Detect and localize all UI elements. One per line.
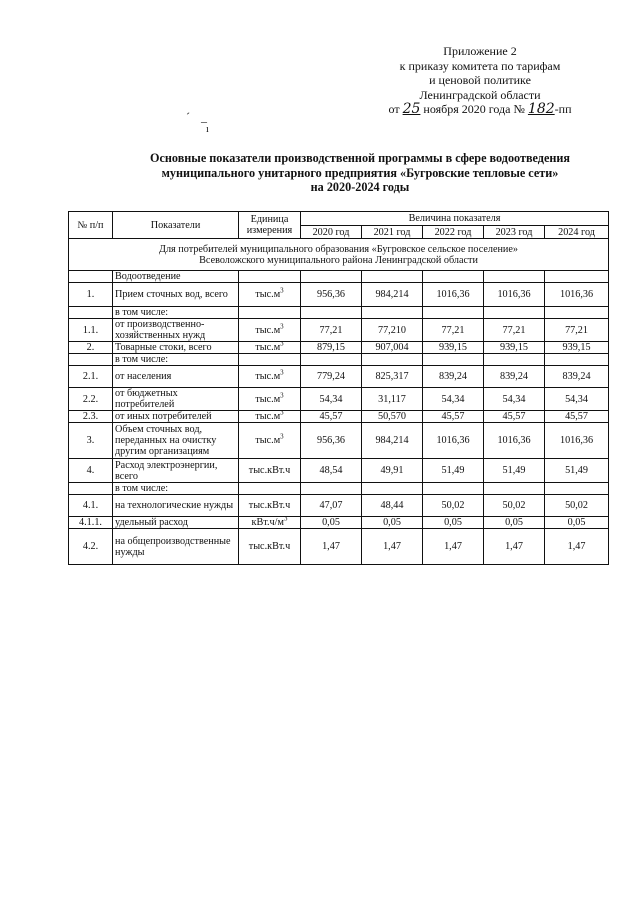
row-unit xyxy=(239,319,301,342)
row-unit xyxy=(239,423,301,459)
row-value: 0,05 xyxy=(484,517,545,529)
row-unit xyxy=(239,283,301,307)
table-row xyxy=(69,423,609,459)
row-value: 45,57 xyxy=(301,411,362,423)
row-value: 839,24 xyxy=(545,366,609,388)
row-unit xyxy=(239,388,301,411)
table-row xyxy=(69,459,609,483)
row-value: 51,49 xyxy=(423,459,484,483)
table-row xyxy=(69,354,609,366)
row-value xyxy=(484,354,545,366)
row-value: 45,57 xyxy=(545,411,609,423)
row-value: 47,07 xyxy=(301,495,362,517)
row-indicator: Расход электроэнергии, всего xyxy=(113,459,239,483)
header-year: 2021 год xyxy=(362,226,423,239)
row-value: 956,36 xyxy=(301,423,362,459)
header-indicators: Показатели xyxy=(113,212,239,239)
row-indicator: на технологические нужды xyxy=(113,495,239,517)
row-unit-superscript: 3 xyxy=(280,410,284,417)
row-value: 1016,36 xyxy=(545,283,609,307)
date-suffix: -пп xyxy=(554,102,572,116)
row-value: 0,05 xyxy=(545,517,609,529)
row-value xyxy=(362,354,423,366)
row-unit xyxy=(239,342,301,354)
row-value: 984,214 xyxy=(362,423,423,459)
table-row xyxy=(69,388,609,411)
row-value: 51,49 xyxy=(484,459,545,483)
row-value xyxy=(423,354,484,366)
table-row xyxy=(69,483,609,495)
row-unit xyxy=(239,354,301,366)
row-value: 50,02 xyxy=(484,495,545,517)
row-value: 1,47 xyxy=(301,529,362,565)
row-unit-superscript: 3 xyxy=(280,391,284,400)
row-unit-text: кВт.ч/м xyxy=(251,517,284,528)
row-value: 45,57 xyxy=(484,411,545,423)
row-number: 2.3. xyxy=(69,411,113,423)
row-value: 1,47 xyxy=(484,529,545,565)
row-number: 1. xyxy=(69,283,113,307)
row-number: 4.2. xyxy=(69,529,113,565)
row-unit-text: тыс.м xyxy=(255,371,281,382)
header-year: 2020 год xyxy=(301,226,362,239)
row-value: 31,117 xyxy=(362,388,423,411)
appendix-line: и ценовой политике xyxy=(429,73,531,87)
row-number xyxy=(69,483,113,495)
row-unit xyxy=(239,366,301,388)
row-value: 939,15 xyxy=(423,342,484,354)
section-label: Водоотведение xyxy=(113,271,239,283)
row-value xyxy=(423,307,484,319)
header-unit xyxy=(239,212,301,239)
row-number: 4. xyxy=(69,459,113,483)
row-indicator: от населения xyxy=(113,366,239,388)
row-value: 77,210 xyxy=(362,319,423,342)
row-value: 77,21 xyxy=(301,319,362,342)
appendix-line: Ленинградской области xyxy=(419,87,541,102)
row-value: 50,570 xyxy=(362,411,423,423)
table-row xyxy=(69,283,609,307)
row-indicator: Объем сточных вод, переданных на очистку другим организациям xyxy=(113,423,239,459)
row-unit-text: тыс.м xyxy=(255,289,281,300)
row-number xyxy=(69,307,113,319)
order-number-handwritten: 182 xyxy=(527,101,555,117)
row-unit-superscript: 3 xyxy=(280,341,284,348)
row-value: 956,36 xyxy=(301,283,362,307)
row-value: 45,57 xyxy=(423,411,484,423)
row-indicator: от бюджетных потребителей xyxy=(113,388,239,411)
table-row xyxy=(69,319,609,342)
table-row xyxy=(69,366,609,388)
row-value: 779,24 xyxy=(301,366,362,388)
row-value: 54,34 xyxy=(423,388,484,411)
row-indicator: Прием сточных вод, всего xyxy=(113,283,239,307)
table-cell xyxy=(545,271,609,283)
table-cell xyxy=(239,271,301,283)
table-row xyxy=(69,342,609,354)
row-value: 77,21 xyxy=(423,319,484,342)
row-value xyxy=(545,307,609,319)
row-value xyxy=(301,307,362,319)
row-number: 3. xyxy=(69,423,113,459)
table-row xyxy=(69,517,609,529)
row-value xyxy=(301,354,362,366)
title-line: Основные показатели производственной программы в сфере водоотведения xyxy=(150,151,570,165)
row-indicator: от производственно-хозяйственных нужд xyxy=(113,319,239,342)
table-row xyxy=(69,411,609,423)
row-indicator: на общепроизводственные нужды xyxy=(113,529,239,565)
date-rest: ноября 2020 года № xyxy=(423,102,525,116)
row-unit-text: тыс.м xyxy=(255,324,281,336)
scan-mark-icon: ˊ xyxy=(186,110,190,124)
row-unit-superscript: 3 xyxy=(280,368,284,377)
row-value: 984,214 xyxy=(362,283,423,307)
row-value: 1016,36 xyxy=(545,423,609,459)
row-value: 1,47 xyxy=(423,529,484,565)
consumers-cell xyxy=(69,239,609,271)
title-line: на 2020-2024 годы xyxy=(310,180,410,194)
row-value: 0,05 xyxy=(301,517,362,529)
row-indicator: в том числе: xyxy=(113,483,239,495)
row-unit-text: тыс.кВт.ч xyxy=(248,541,291,552)
row-unit-superscript: 3 xyxy=(283,516,288,523)
row-unit-text: тыс.м xyxy=(255,411,281,422)
header-num: № п/п xyxy=(69,212,113,239)
row-unit-text: тыс.кВт.ч xyxy=(248,500,291,511)
row-unit-text: тыс.м xyxy=(255,435,281,446)
section-row xyxy=(69,271,609,283)
row-unit xyxy=(239,307,301,319)
row-unit xyxy=(239,529,301,565)
row-indicator: удельный расход xyxy=(113,517,239,529)
consumers-row xyxy=(69,239,609,271)
row-value: 825,317 xyxy=(362,366,423,388)
header-year: 2023 год xyxy=(484,226,545,239)
scan-mark-icon: ı xyxy=(206,124,209,135)
row-value xyxy=(423,483,484,495)
table-row xyxy=(69,307,609,319)
row-value: 48,54 xyxy=(301,459,362,483)
row-unit xyxy=(239,517,301,529)
row-value: 50,02 xyxy=(423,495,484,517)
header-year: 2024 год xyxy=(545,226,609,239)
row-value xyxy=(484,307,545,319)
row-value: 54,34 xyxy=(484,388,545,411)
row-unit xyxy=(239,411,301,423)
row-unit-text: тыс.м xyxy=(255,393,281,405)
table-cell xyxy=(69,271,113,283)
row-value: 839,24 xyxy=(423,366,484,388)
row-unit xyxy=(239,483,301,495)
row-unit-text: тыс.кВт.ч xyxy=(248,465,291,476)
indicators-table xyxy=(68,211,609,565)
row-value: 907,004 xyxy=(362,342,423,354)
header-unit-line: Единица xyxy=(250,214,289,225)
row-unit-text: тыс.м xyxy=(255,342,281,353)
row-value: 54,34 xyxy=(301,388,362,411)
row-indicator: в том числе: xyxy=(113,307,239,319)
row-number: 4.1.1. xyxy=(69,517,113,529)
row-value: 51,49 xyxy=(545,459,609,483)
table-header-row xyxy=(69,212,609,226)
row-value: 0,05 xyxy=(362,517,423,529)
table-row xyxy=(69,495,609,517)
row-value: 1016,36 xyxy=(484,283,545,307)
row-number: 1.1. xyxy=(69,319,113,342)
row-number: 4.1. xyxy=(69,495,113,517)
row-value: 50,02 xyxy=(545,495,609,517)
consumers-line: Всеволожского муниципального района Ленинградской области xyxy=(199,254,478,266)
appendix-line: к приказу комитета по тарифам xyxy=(399,58,561,73)
row-value: 1016,36 xyxy=(423,423,484,459)
row-value: 879,15 xyxy=(301,342,362,354)
row-value: 77,21 xyxy=(484,319,545,342)
row-value: 48,44 xyxy=(362,495,423,517)
row-indicator: Товарные стоки, всего xyxy=(113,342,239,354)
row-value: 77,21 xyxy=(545,319,609,342)
consumers-line: Для потребителей муниципального образования «Бугровское сельское поселение» xyxy=(159,243,519,255)
row-value: 54,34 xyxy=(545,388,609,411)
table-cell xyxy=(484,271,545,283)
row-unit xyxy=(239,459,301,483)
table-row xyxy=(69,529,609,565)
row-indicator: от иных потребителей xyxy=(113,411,239,423)
appendix-date xyxy=(360,102,600,117)
row-value: 49,91 xyxy=(362,459,423,483)
row-value xyxy=(484,483,545,495)
row-unit-superscript: 3 xyxy=(280,432,284,441)
row-value: 939,15 xyxy=(484,342,545,354)
appendix-line: Приложение 2 xyxy=(443,44,517,58)
scan-mark-icon: – xyxy=(201,114,207,128)
row-value xyxy=(362,307,423,319)
date-day-handwritten: 25 xyxy=(402,101,421,117)
row-number xyxy=(69,354,113,366)
table-cell xyxy=(423,271,484,283)
row-value: 1016,36 xyxy=(484,423,545,459)
row-value: 0,05 xyxy=(423,517,484,529)
row-value: 1,47 xyxy=(545,529,609,565)
header-value: Величина показателя xyxy=(301,212,609,226)
date-prefix: от xyxy=(388,102,400,116)
row-value: 1016,36 xyxy=(423,283,484,307)
row-number: 2. xyxy=(69,342,113,354)
header-year: 2022 год xyxy=(423,226,484,239)
table-cell xyxy=(362,271,423,283)
row-value: 939,15 xyxy=(545,342,609,354)
row-value xyxy=(545,483,609,495)
row-value xyxy=(301,483,362,495)
row-value xyxy=(362,483,423,495)
table-cell xyxy=(301,271,362,283)
row-value: 1,47 xyxy=(362,529,423,565)
row-value xyxy=(545,354,609,366)
row-unit-superscript: 3 xyxy=(280,286,284,295)
row-number: 2.2. xyxy=(69,388,113,411)
row-value: 839,24 xyxy=(484,366,545,388)
row-number: 2.1. xyxy=(69,366,113,388)
appendix-block xyxy=(360,44,600,117)
row-unit xyxy=(239,495,301,517)
row-indicator: в том числе: xyxy=(113,354,239,366)
title-line: муниципального унитарного предприятия «Бугровские тепловые сети» xyxy=(161,165,559,180)
header-unit-line: измерения xyxy=(246,225,293,236)
row-unit-superscript: 3 xyxy=(280,322,284,331)
document-title xyxy=(110,151,610,195)
